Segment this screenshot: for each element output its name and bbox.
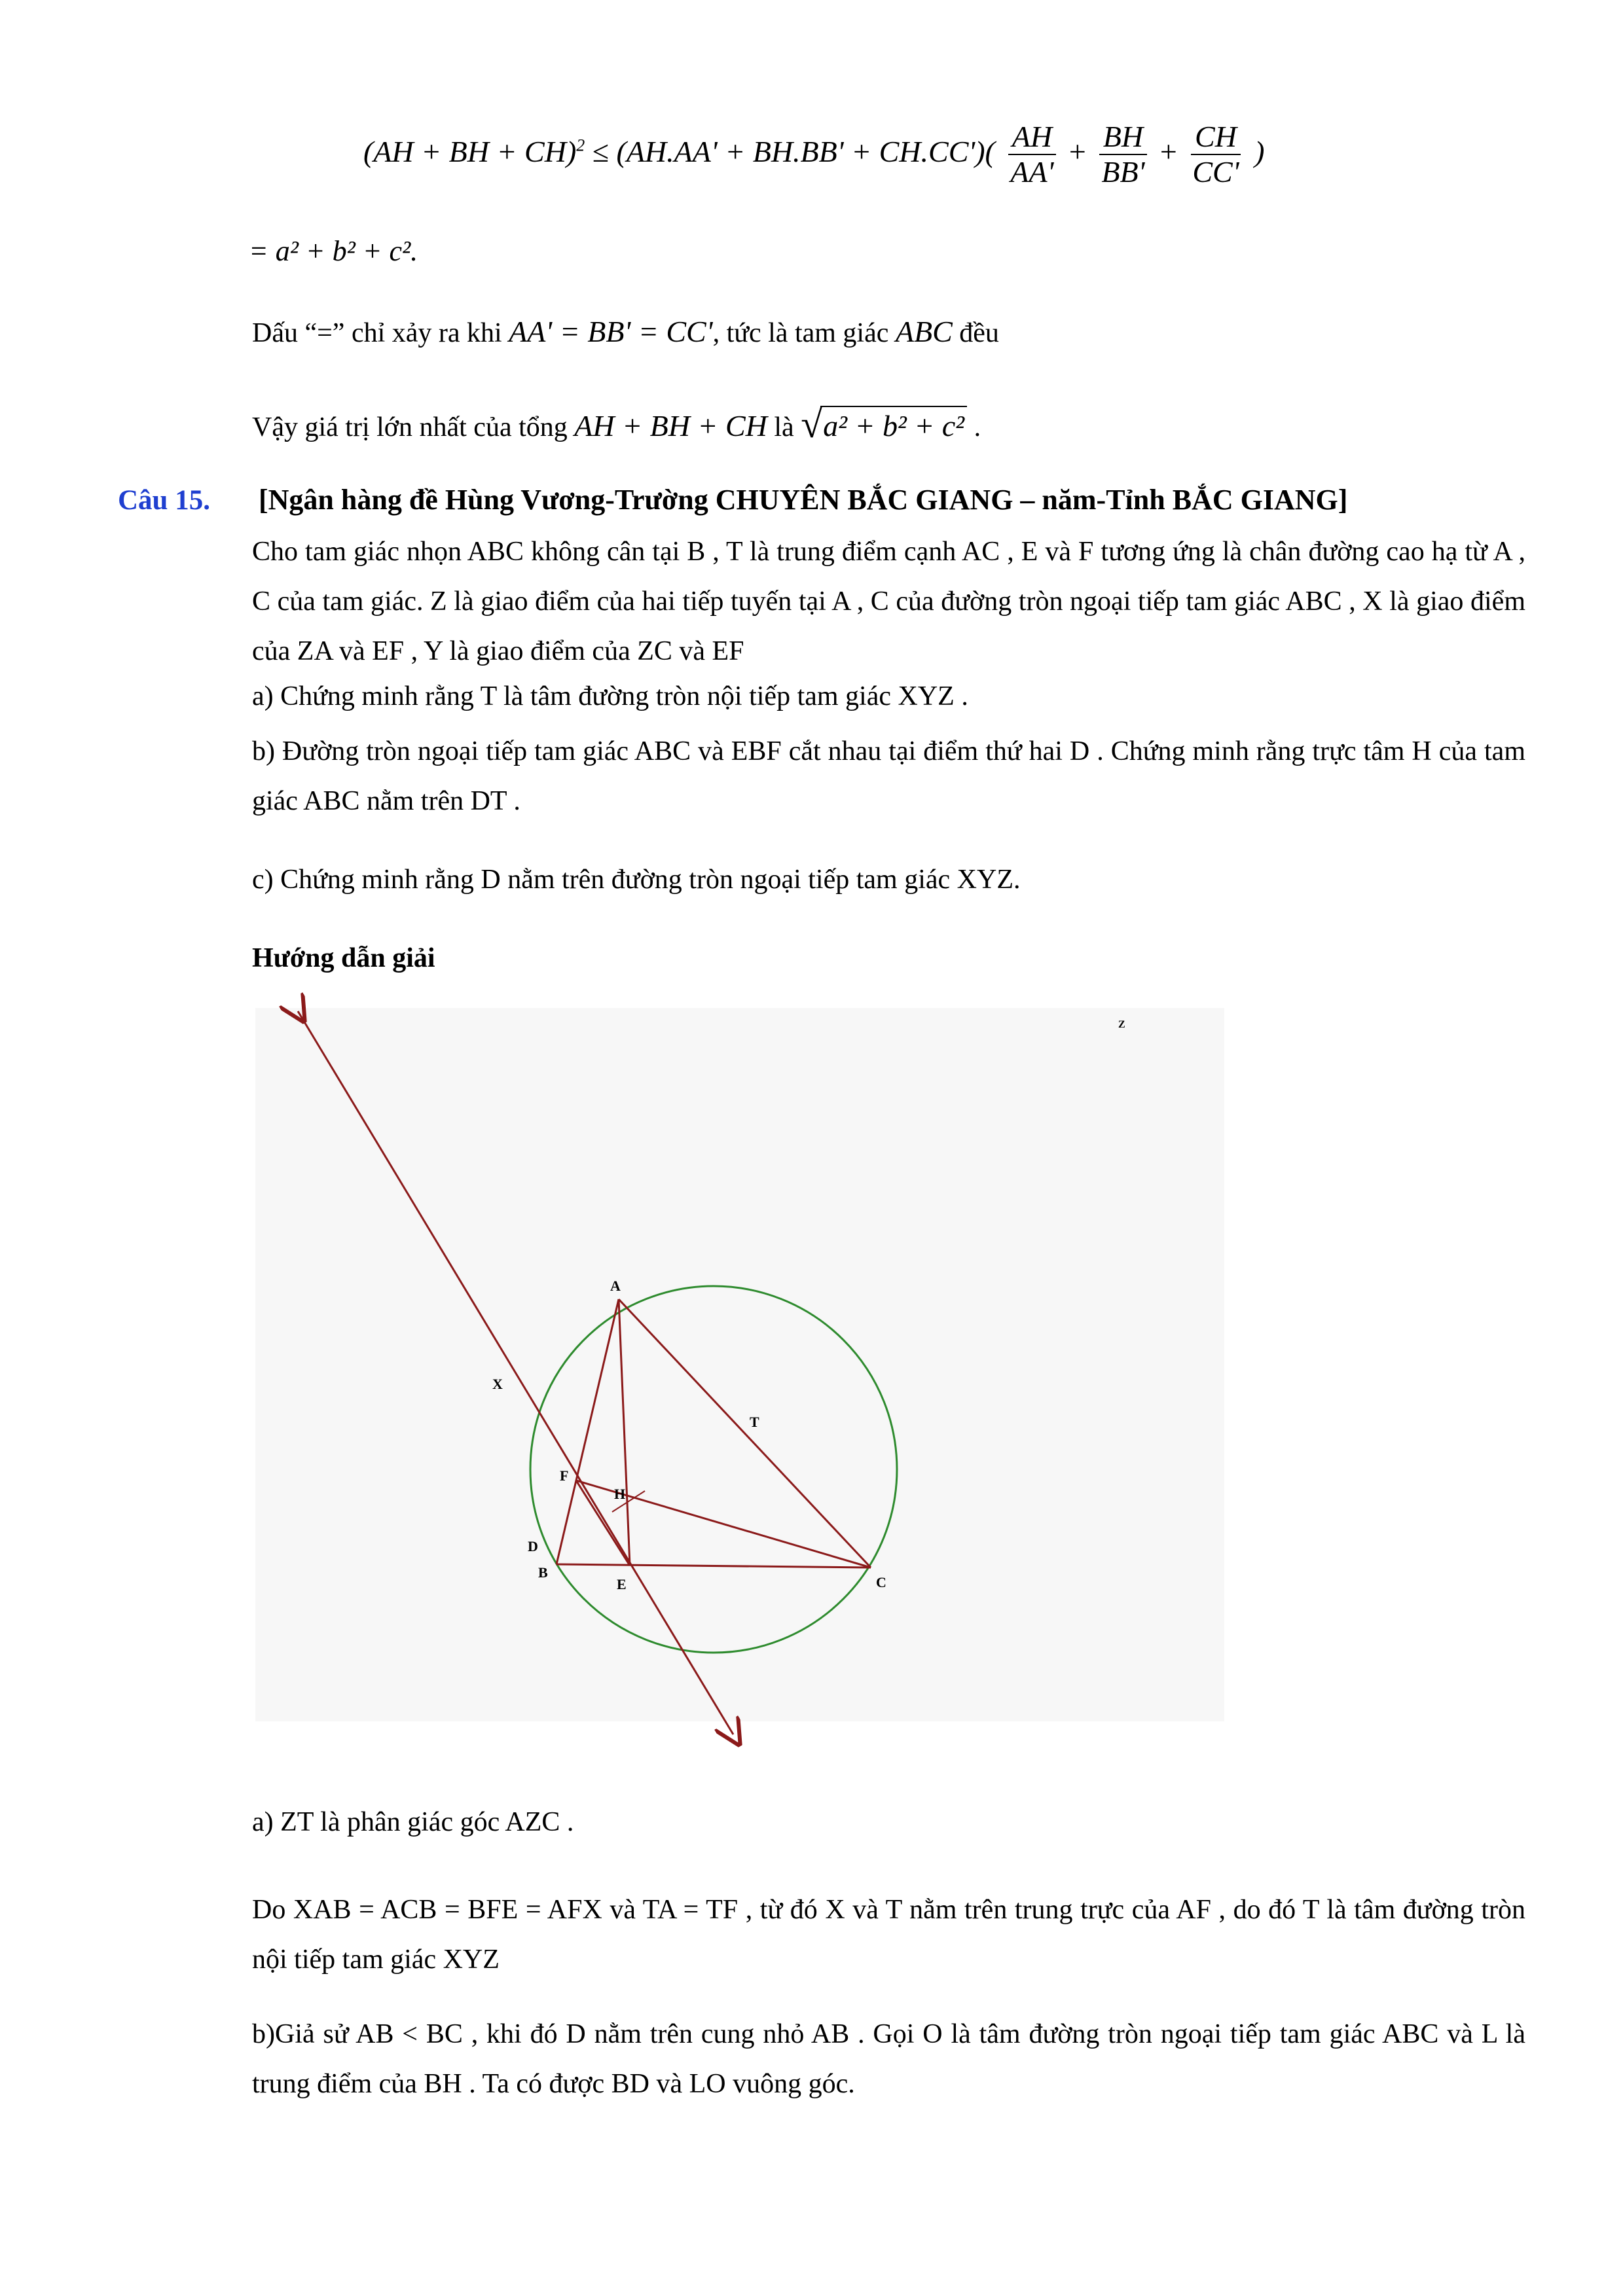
side-ab [556, 1299, 619, 1564]
label-b: B [538, 1564, 548, 1581]
label-a: A [610, 1278, 621, 1294]
frac-den: AA' [1010, 155, 1054, 189]
conclusion-la: là [774, 412, 794, 442]
frac-den: BB' [1101, 155, 1145, 189]
equality-end: đều [959, 318, 999, 348]
label-h: H [614, 1486, 626, 1502]
triangle-name: ABC [895, 315, 953, 348]
part-b: b) Đường tròn ngoại tiếp tam giác ABC và EBF cắt nhau tại điểm thứ hai D . Chứng minh rằng trực tâm H của tam giác ABC nằm trên DT . [252, 736, 1525, 816]
label-x: X [492, 1376, 503, 1392]
eq-mid: (AH.AA' + BH.BB' + CH.CC')( [616, 134, 995, 168]
equality-prefix: Dấu “=” chỉ xảy ra khi [252, 318, 502, 348]
frac-num: BH [1099, 121, 1147, 155]
altitude-ae [619, 1299, 630, 1566]
conclusion-end: . [974, 412, 981, 442]
label-z: Z [1118, 1019, 1125, 1030]
solution-b1: b)Giả sử AB < BC , khi đó D nằm trên cung nhỏ AB . Gọi O là tâm đường tròn ngoại tiếp tam giác ABC và L là trung điểm của BH . Ta có được BD và LO vuông góc. [252, 2019, 1525, 2099]
eq-leq-symbol: ≤ [592, 134, 610, 168]
label-d: D [528, 1538, 538, 1554]
label-f: F [560, 1467, 569, 1484]
equality-expr: AA' = BB' = CC' [509, 315, 713, 348]
circumcircle [530, 1286, 897, 1653]
conclusion-expr: AH + BH + CH [574, 409, 767, 442]
plus-sign: + [1159, 134, 1177, 168]
solution-a2: Do XAB = ACB = BFE = AFX và TA = TF , từ đó X và T nằm trên trung trực của AF , do đó T là tâm đường tròn nội tiếp tam giác XYZ [252, 1895, 1525, 1975]
solution-a1: a) ZT là phân giác góc AZC . [252, 1807, 574, 1837]
sqrt-radicand: a² + b² + c² [820, 406, 967, 443]
part-a: a) Chứng minh rằng T là tâm đường tròn nội tiếp tam giác XYZ . [252, 681, 968, 711]
guide-heading: Hướng dẫn giải [252, 943, 435, 973]
question-statement: Cho tam giác nhọn ABC không cân tại B , T là trung điểm cạnh AC , E và F tương ứng là chân đường cao hạ từ A , C của tam giác. Z là giao điểm của hai tiếp tuyến tại A , C của đường tròn ngoại tiếp tam giác ABC , X là giao điểm của ZA và EF , Y là giao điểm của ZC và EF [252, 537, 1525, 666]
side-bc [556, 1564, 871, 1568]
label-t: T [750, 1414, 759, 1430]
side-ac [619, 1299, 871, 1568]
part-c: c) Chứng minh rằng D nằm trên đường tròn ngoại tiếp tam giác XYZ. [252, 865, 1021, 895]
label-e: E [617, 1576, 627, 1592]
question-title: [Ngân hàng đề Hùng Vương-Trường CHUYÊN BẮC GIANG – năm-Tỉnh BẮC GIANG] [259, 484, 1348, 516]
eq-close: ) [1254, 134, 1265, 168]
label-c: C [876, 1574, 886, 1590]
question-label: Câu 15. [118, 485, 210, 516]
eq-square: 2 [576, 135, 585, 155]
plus-sign: + [1068, 134, 1086, 168]
eq-left: (AH + BH + CH) [363, 134, 577, 168]
frac-num: CH [1191, 121, 1241, 155]
equality-suffix: , tức là tam giác [712, 318, 889, 348]
sqrt-icon: √ [801, 403, 823, 446]
equation-result: = a² + b² + c². [249, 235, 418, 267]
frac-den: CC' [1192, 155, 1239, 189]
frac-num: AH [1008, 121, 1056, 155]
conclusion-prefix: Vậy giá trị lớn nhất của tổng [252, 412, 568, 442]
tangent-line-za [298, 1011, 733, 1734]
